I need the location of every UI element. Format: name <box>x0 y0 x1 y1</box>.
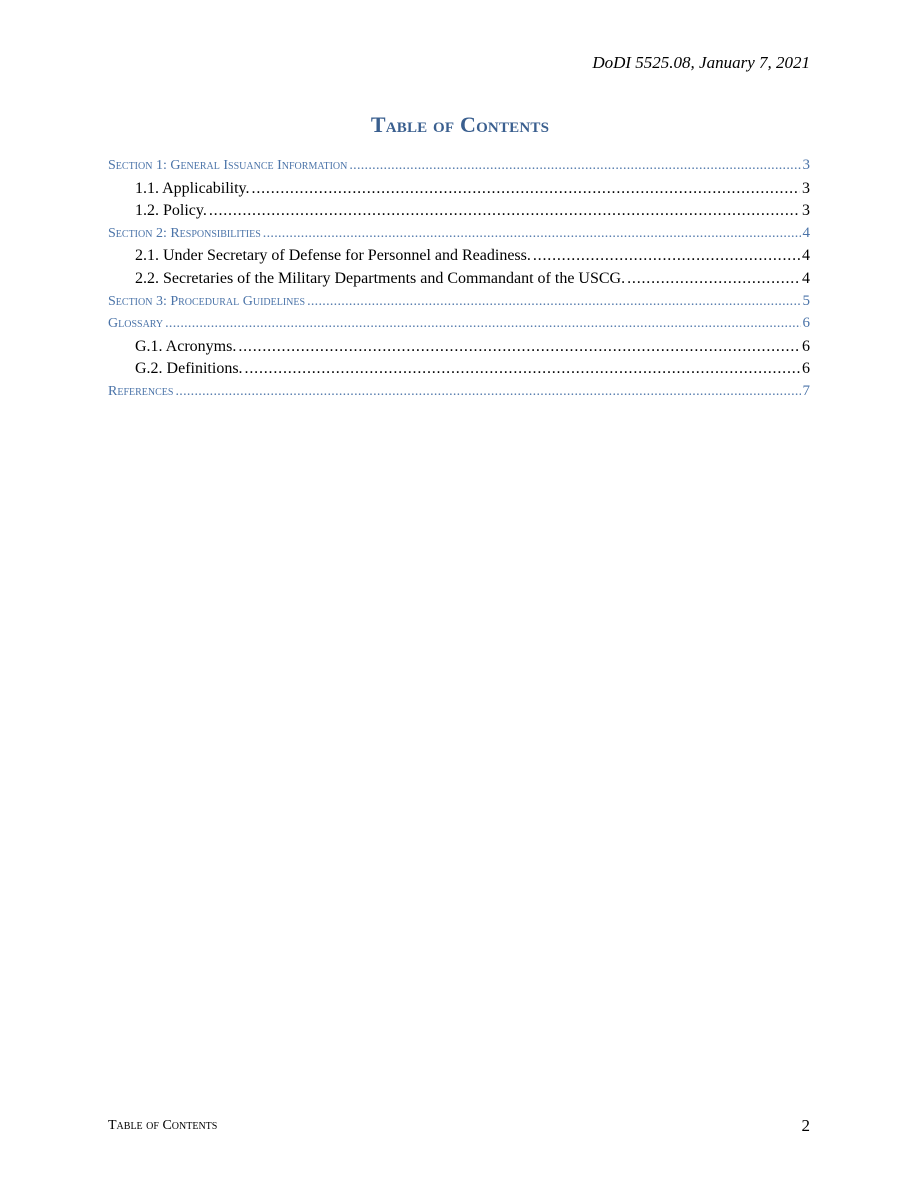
toc-entry-page: 6 <box>802 360 810 378</box>
toc-entry-references[interactable] <box>108 383 810 406</box>
toc-entry-page: 3 <box>802 157 810 173</box>
toc-entry-page: 6 <box>802 337 810 355</box>
dot-leader <box>349 158 800 174</box>
toc-entry-1-1[interactable] <box>108 180 810 203</box>
dot-leader <box>533 247 800 265</box>
toc-entry-page: 7 <box>802 382 810 399</box>
toc-entry-page: 3 <box>802 179 810 197</box>
page-header-doc-ref: DoDI 5525.08, January 7, 2021 <box>592 53 810 72</box>
dot-leader <box>175 384 800 400</box>
page-title: Table of Contents <box>370 112 550 137</box>
toc-entry-label: Section 2: Responsibilities <box>108 225 261 241</box>
footer-page-number: 2 <box>801 1116 810 1135</box>
table-of-contents <box>108 157 810 406</box>
toc-entry-page: 4 <box>802 247 810 265</box>
toc-entry-g-2[interactable] <box>108 360 810 383</box>
toc-entry-page: 3 <box>802 202 810 220</box>
toc-entry-section-2[interactable] <box>108 225 810 248</box>
toc-entry-label: 1.2. Policy. <box>135 202 207 220</box>
toc-entry-label: 2.1. Under Secretary of Defense for Personnel and Readiness. <box>135 247 531 265</box>
toc-entry-label: Section 3: Procedural Guidelines <box>108 293 306 309</box>
toc-entry-label: Section 1: General Issuance Information <box>108 158 348 173</box>
toc-entry-label: G.2. Definitions. <box>135 360 243 378</box>
toc-entry-label: 2.2. Secretaries of the Military Departments and Commandant of the USCG. <box>135 269 626 287</box>
toc-entry-label: Glossary <box>108 316 164 332</box>
dot-leader <box>209 202 800 220</box>
toc-entry-label: G.1. Acronyms. <box>135 337 237 355</box>
dot-leader <box>627 270 800 288</box>
toc-entry-page: 5 <box>802 292 810 309</box>
toc-entry-page: 4 <box>802 224 810 241</box>
dot-leader <box>238 338 800 356</box>
toc-entry-glossary[interactable] <box>108 315 810 338</box>
toc-entry-g-1[interactable] <box>108 338 810 361</box>
toc-entry-label: References <box>108 383 174 399</box>
toc-entry-label: 1.1. Applicability. <box>135 179 250 197</box>
dot-leader <box>165 316 800 332</box>
dot-leader <box>252 180 800 198</box>
dot-leader <box>263 226 801 242</box>
toc-entry-1-2[interactable] <box>108 202 810 225</box>
dot-leader <box>245 360 800 378</box>
toc-entry-page: 4 <box>802 269 810 287</box>
toc-entry-section-3[interactable] <box>108 293 810 316</box>
dot-leader <box>307 294 800 310</box>
toc-entry-page: 6 <box>802 315 810 332</box>
toc-entry-section-1[interactable] <box>108 157 810 180</box>
footer-section-label: Table of Contents <box>108 1118 218 1133</box>
toc-entry-2-1[interactable] <box>108 247 810 270</box>
toc-entry-2-2[interactable] <box>108 270 810 293</box>
